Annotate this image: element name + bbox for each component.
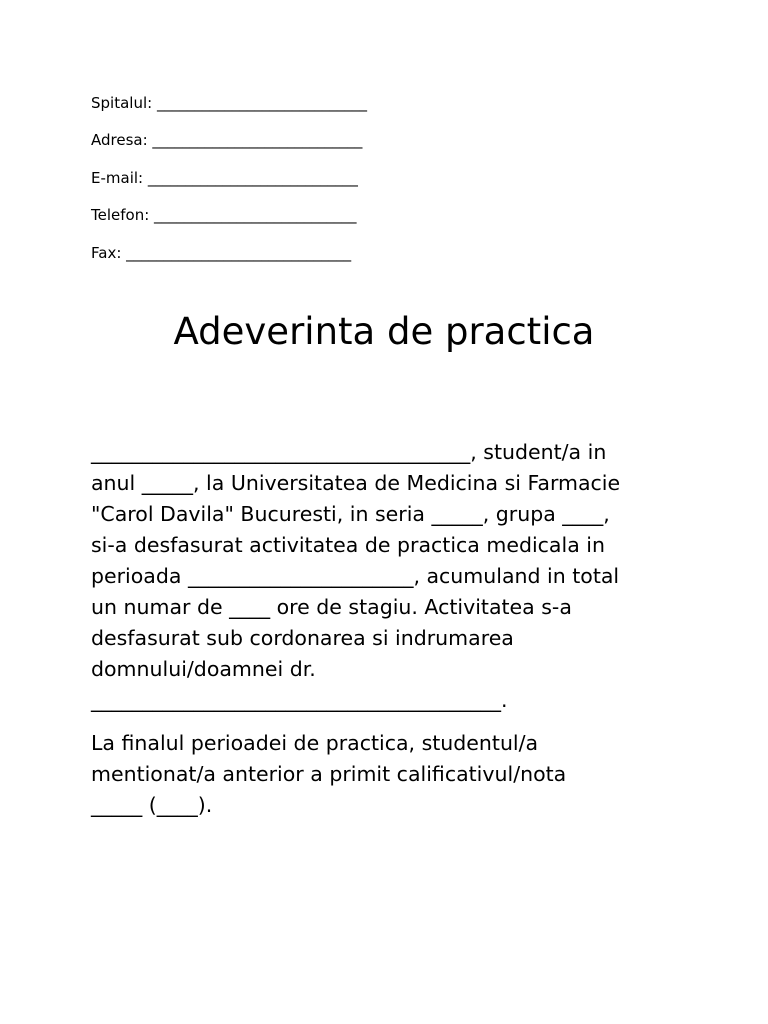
body-line: "Carol Davila" Bucuresti, in seria _____, grupa ____, xyxy=(91,502,610,526)
body-line: desfasurat sub cordonarea si indrumarea xyxy=(91,626,514,650)
body-line: si-a desfasurat activitatea de practica medicala in xyxy=(91,533,605,557)
phone-field: Telefon: ___________________________ xyxy=(91,206,357,225)
paragraph-practice-details xyxy=(91,437,691,716)
body-line: un numar de ____ ore de stagiu. Activitatea s-a xyxy=(91,595,572,619)
body-line: perioada ______________________, acumuland in total xyxy=(91,564,620,588)
body-line: _____ (____). xyxy=(91,793,213,817)
hospital-field: Spitalul: ____________________________ xyxy=(91,94,367,112)
document-title: Adeverinta de practica xyxy=(173,310,595,353)
email-field: E-mail: ____________________________ xyxy=(91,168,358,187)
certificate-body xyxy=(91,437,691,821)
body-line: domnului/doamnei dr. xyxy=(91,657,316,681)
body-line: anul _____, la Universitatea de Medicina si Farmacie xyxy=(91,471,621,495)
paragraph-final-grade xyxy=(91,728,691,821)
body-line: _____________________________________, student/a in xyxy=(91,440,607,464)
body-line: mentionat/a anterior a primit calificativul/nota xyxy=(91,762,567,786)
body-line: La finalul perioadei de practica, studentul/a xyxy=(91,731,539,755)
address-field: Adresa: ____________________________ xyxy=(91,131,363,150)
institution-header xyxy=(91,92,511,279)
fax-field: Fax: ______________________________ xyxy=(91,243,352,262)
body-line: ________________________________________. xyxy=(91,688,508,712)
